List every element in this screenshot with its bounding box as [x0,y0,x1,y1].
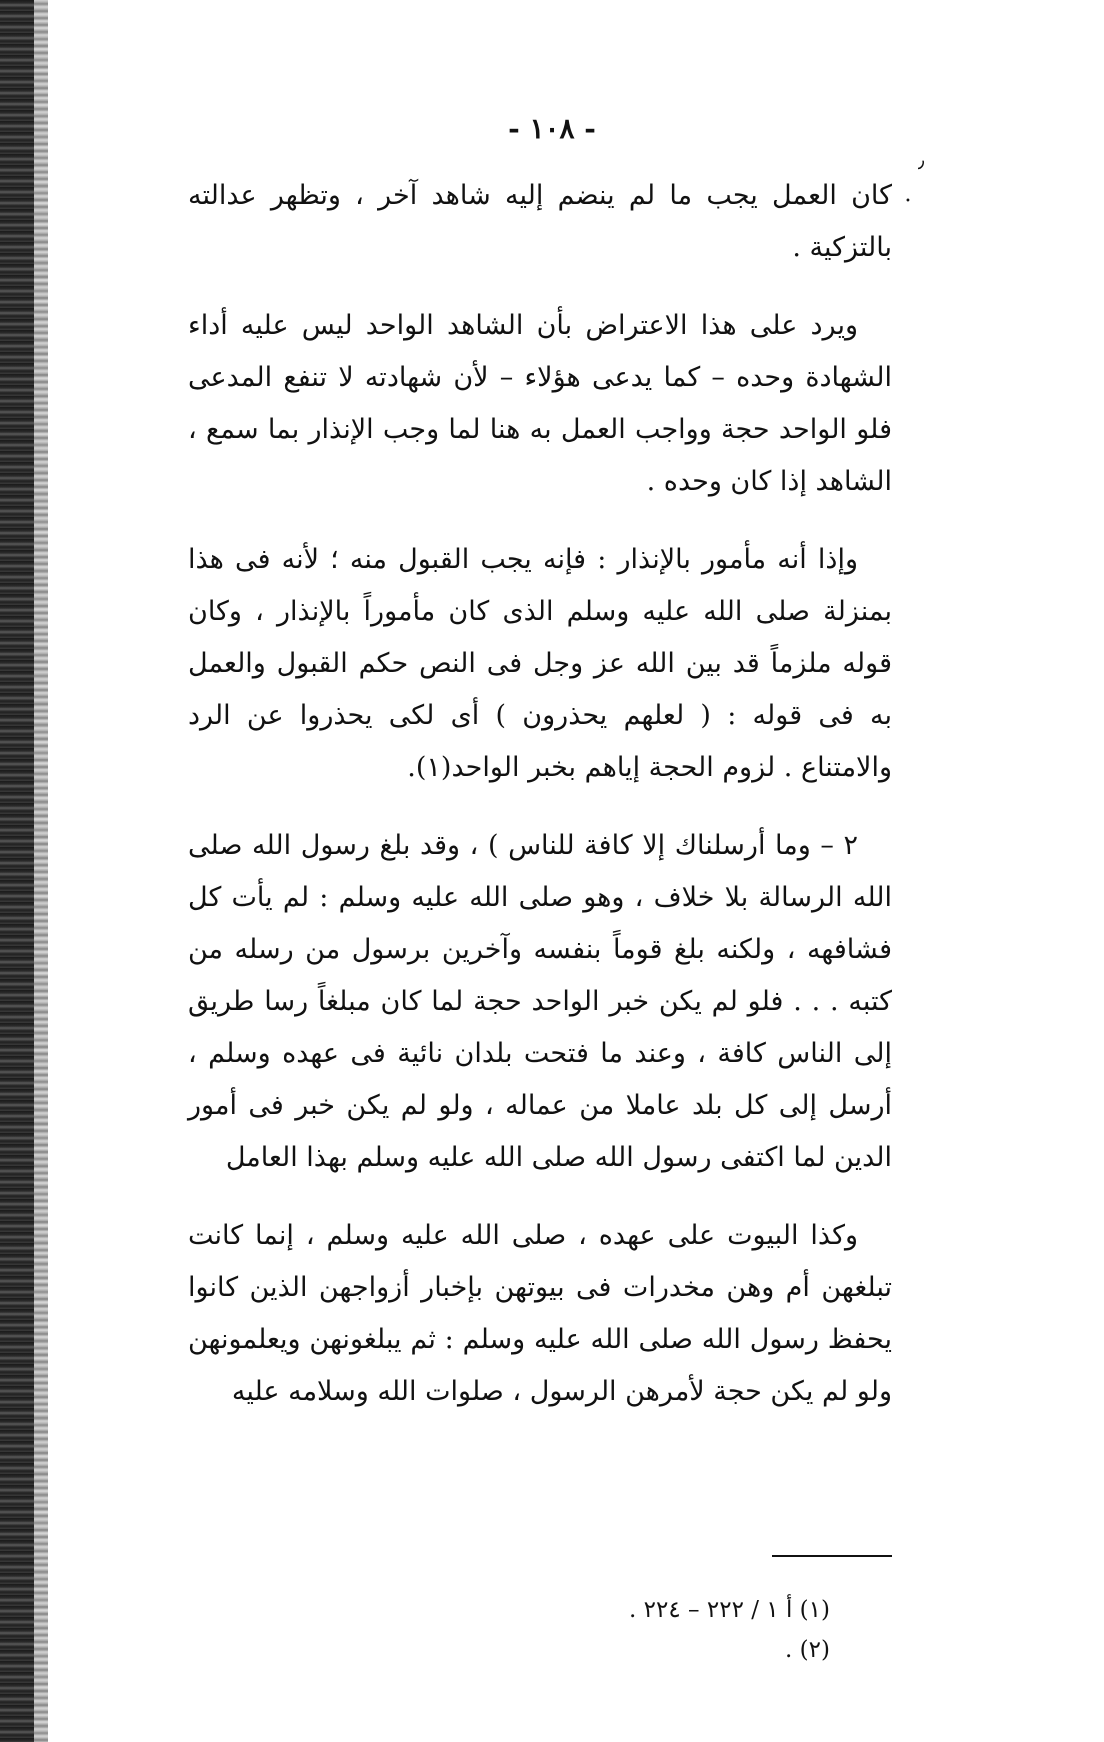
paragraph-4: ٢ – وما أرسلناك إلا كافة للناس ) ، وقد بلغ رسول الله صلى الله الرسالة بلا خلاف ، وهو صلى الله عليه وسلم : لم يأت كل فشافهه ، ولكنه بلغ قوماً بنفسه وآخرين برسول من رسله من كتبه . . . فلو لم يكن خبر الواحد حجة لما كان مبلغاً رسا طريق إلى الناس كافة ، وعند ما فتحت بلدان نائية فى عهده وسلم ، أرسل إلى كل بلد عاملا من عماله ، ولو لم يكن خبر فى أمور الدين لما اكتفى رسول الله صلى الله عليه وسلم بهذا العامل [188,830,892,1173]
paragraph-5: وكذا البيوت على عهده ، صلى الله عليه وسلم ، إنما كانت تبلغهن أم وهن مخدرات فى بيوتهن بإخبار أزواجهن الذين كانوا يحفظ رسول الله صلى الله عليه وسلم : ثم يبلغونهن ويعلمونهن ولو لم يكن حجة لأمرهن الرسول ، صلوات الله وسلامه عليه [188,1220,892,1407]
paragraph-2: ويرد على هذا الاعتراض بأن الشاهد الواحد ليس عليه أداء الشهادة وحده – كما يدعى هؤلاء – لأن شهادته لا تنفع المدعى فلو الواحد حجة وواجب العمل به هنا لما وجب الإنذار بما سمع ، الشاهد إذا كان وحده . [188,310,892,497]
footnote-separator [772,1555,892,1557]
page-number: - ١٠٨ - [508,112,596,145]
paragraph-3: وإذا أنه مأمور بالإنذار : فإنه يجب القبول منه ؛ لأنه فى هذا بمنزلة صلى الله عليه وسلم الذى كان مأموراً بالإنذار ، وكان قوله ملزماً قد بين الله عز وجل فى النص حكم القبول والعمل به فى قوله : ( لعلهم يحذرون ) أى لكى يحذروا عن الرد والامتناع . لزوم الحجة إياهم بخبر الواحد(١). [188,544,892,783]
stray-ink-mark: ٫ [918,148,925,172]
paragraph-1: كان العمل يجب ما لم ينضم إليه شاهد آخر ، وتظهر عدالته بالتزكية . [188,180,892,263]
footnote-2: (٢) . [785,1637,830,1663]
footnote-1: (١) أ ١ / ٢٢٢ – ٢٢٤ . [629,1597,830,1623]
footnotes [500,1590,830,1670]
page-body [188,170,892,1444]
stray-ink-dot: • [905,196,911,207]
binding-shadow [34,0,48,1742]
